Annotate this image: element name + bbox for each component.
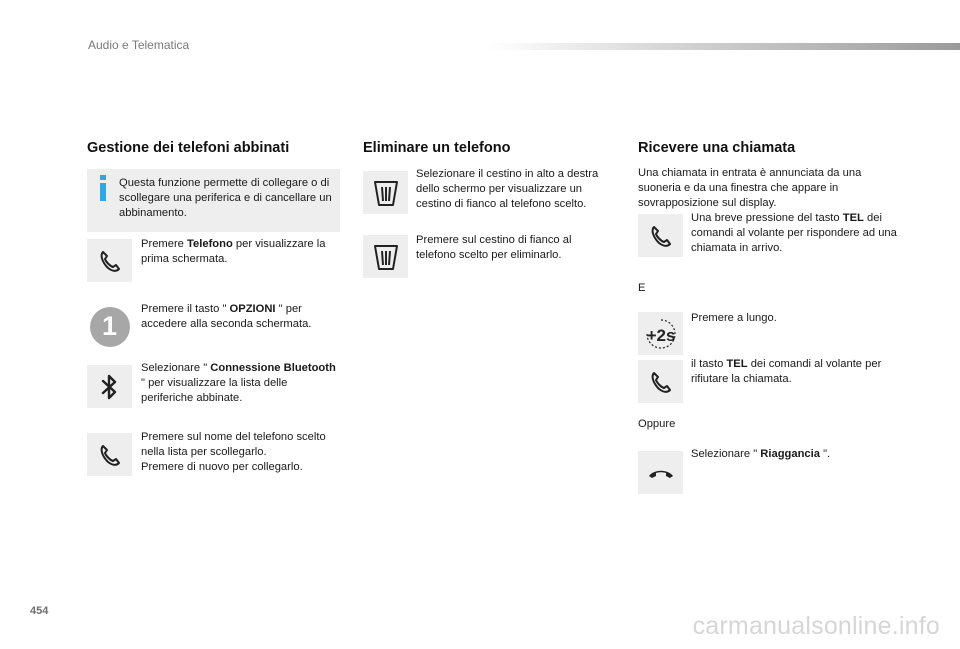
col3-intro-text: Una chiamata in entrata è annunciata da una suoneria e da una finestra che appare in sovrapposizione sul display. <box>638 167 862 209</box>
trash-icon <box>363 235 408 278</box>
col3-step3-text: il tasto TEL dei comandi al volante per rifiutare la chiamata. <box>691 358 882 385</box>
step-circle-1: 1 <box>90 307 130 347</box>
tel-label: TEL <box>842 212 864 224</box>
step-number-badge <box>87 305 132 348</box>
col2-title: Eliminare un telefono <box>363 140 511 156</box>
bluetooth-icon <box>87 365 132 408</box>
info-text: Questa funzione permette di collegare o di scollegare una periferica e di cancellare un abbinamento. <box>119 177 332 219</box>
phone-icon <box>87 239 132 282</box>
col3-step1-text: Una breve pressione del tasto TEL dei comandi al volante per rispondere ad una chiamata in arrivo. <box>691 212 897 254</box>
conjunction-and: E <box>638 282 646 294</box>
col3-title: Ricevere una chiamata <box>638 140 796 156</box>
hang-up-icon <box>638 451 683 494</box>
watermark: carmanualsonline.info <box>692 612 940 640</box>
telefono-label: Telefono <box>187 238 233 250</box>
phone-icon <box>638 360 683 403</box>
trash-icon <box>363 171 408 214</box>
col1-step1-text: Premere Telefono per visualizzare la prima schermata. <box>141 238 326 265</box>
opzioni-label: OPZIONI <box>229 303 276 315</box>
section-title: Audio e Telematica <box>88 38 190 52</box>
col3-step2-text: Premere a lungo. <box>691 312 777 324</box>
col1-step4-text: Premere sul nome del telefono scelto nella lista per scollegarlo. Premere di nuovo per collegarlo. <box>141 431 326 473</box>
conjunction-or: Oppure <box>638 418 676 430</box>
long-press-2s-icon <box>638 312 683 355</box>
col1-step2-text: Premere il tasto " OPZIONI " per accedere alla seconda schermata. <box>141 303 312 330</box>
header-gradient-bar <box>488 43 960 50</box>
phone-icon <box>638 214 683 257</box>
col2-step2-text: Premere sul cestino di fianco al telefono scelto per eliminarlo. <box>416 234 572 261</box>
info-box <box>87 169 340 232</box>
col3-step4-text: Selezionare " Riaggancia ". <box>691 448 831 460</box>
info-icon <box>99 175 107 199</box>
tel-label: TEL <box>726 358 748 370</box>
page-number: 454 <box>30 605 49 617</box>
col2-step1-text: Selezionare il cestino in alto a destra dello schermo per visualizzare un cestino di fianco al telefono scelto. <box>416 168 599 210</box>
phone-icon <box>87 433 132 476</box>
connessione-bluetooth-label: Connessione Bluetooth <box>210 362 336 374</box>
plus-2s-label: +2s <box>646 325 675 345</box>
col1-step3-text: Selezionare " Connessione Bluetooth " per visualizzare la lista delle periferiche abbinate. <box>141 362 336 404</box>
col1-title: Gestione dei telefoni abbinati <box>87 140 290 156</box>
riaggancia-label: Riaggancia <box>760 448 820 460</box>
